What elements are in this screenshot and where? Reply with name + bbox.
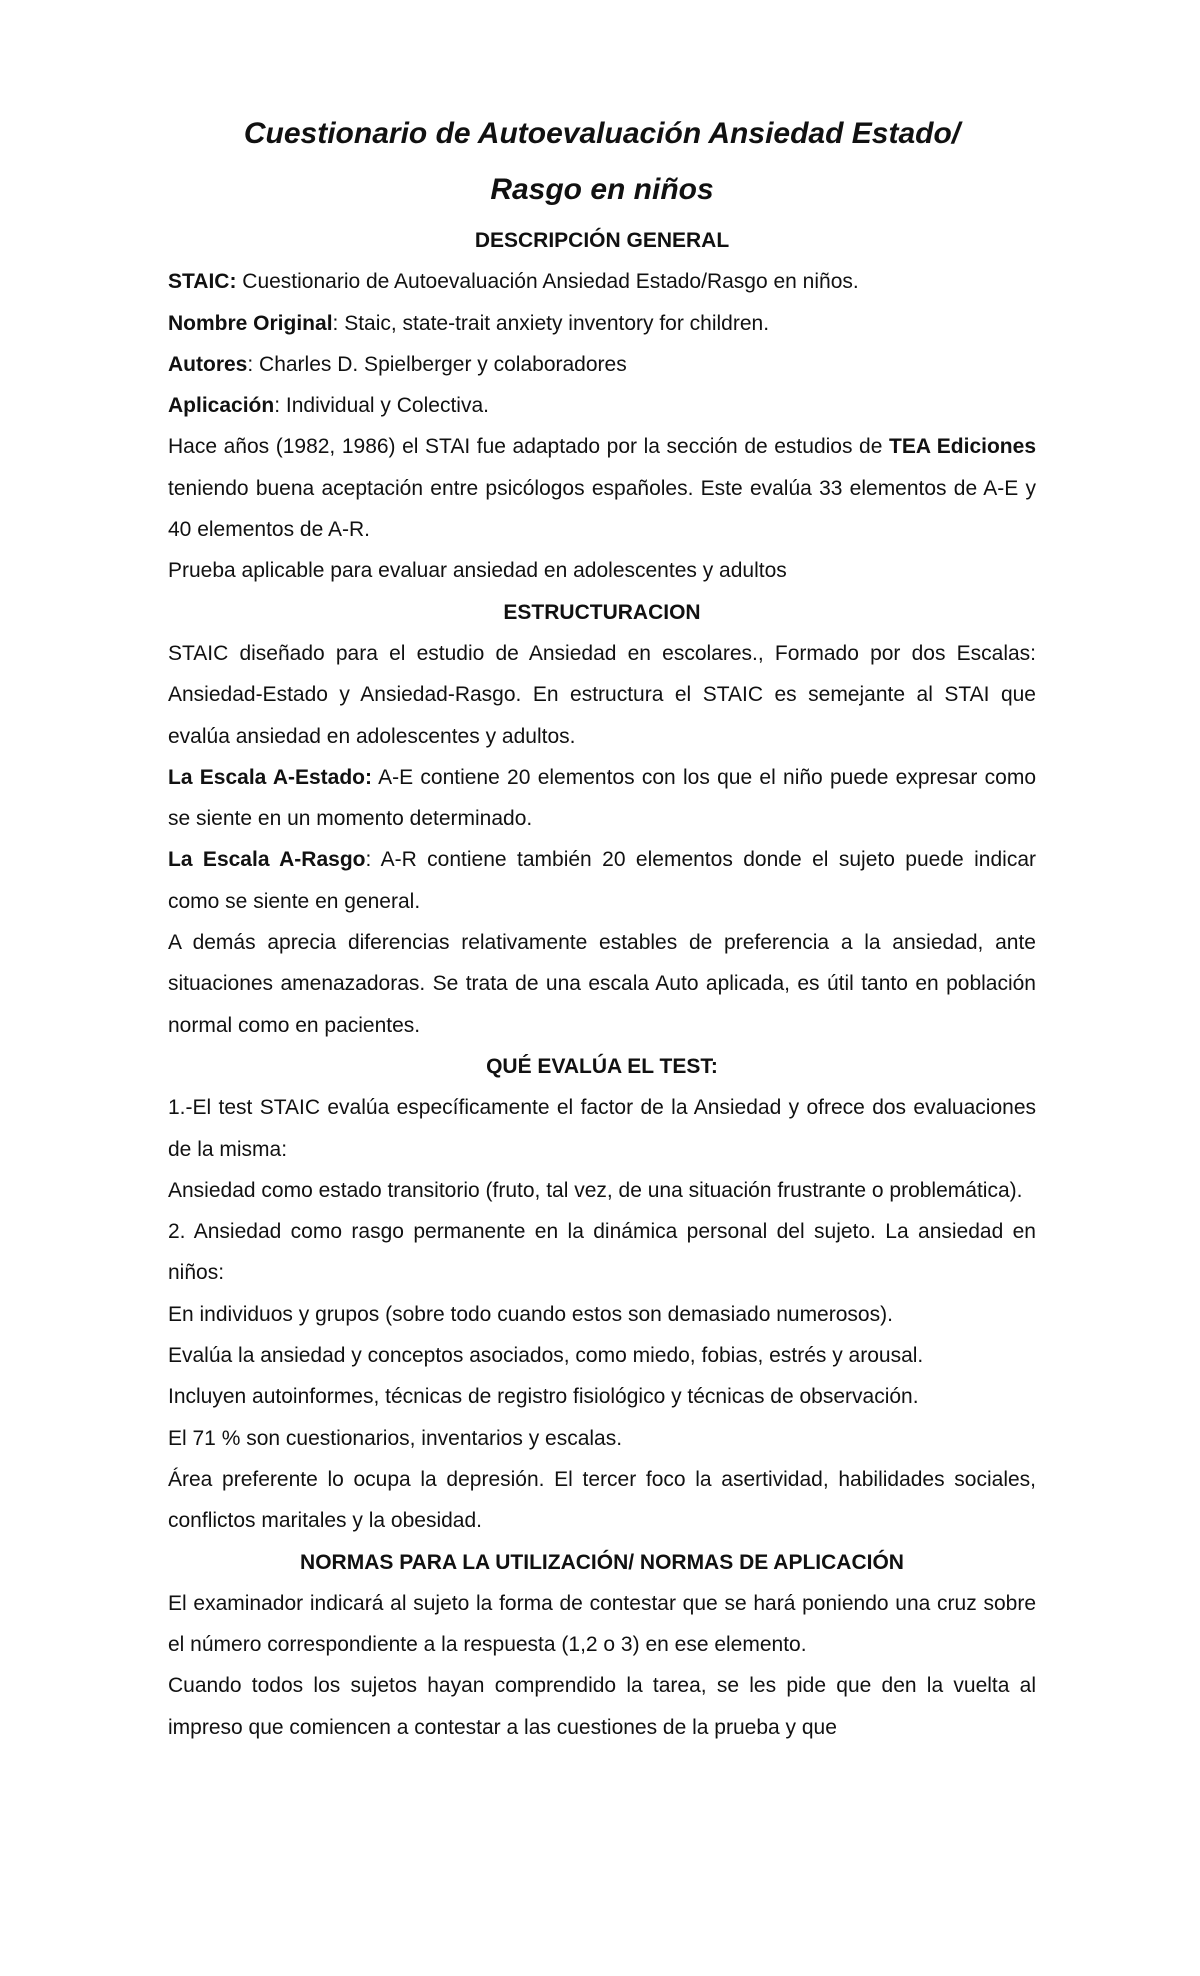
- nombre-original: [168, 303, 1036, 344]
- evalua-p5: Evalúa la ansiedad y conceptos asociados, como miedo, fobias, estrés y arousal.: [168, 1344, 924, 1368]
- evalua-p8: Área preferente lo ocupa la depresión. El tercer foco la asertividad, habilidades sociales, conflictos maritales y la obesidad.: [168, 1467, 1036, 1533]
- document-title-line-2: Rasgo en niños: [490, 173, 714, 206]
- estructuracion-intro: STAIC diseñado para el estudio de Ansiedad en escolares., Formado por dos Escalas: Ansiedad-Estado y Ansiedad-Rasgo. En estructura el STAIC es semejante al STAI que evalúa ansiedad en adolescentes y adultos.: [168, 641, 1036, 748]
- evalua-p3: 2. Ansiedad como rasgo permanente en la dinámica personal del sujeto. La ansiedad en niños:: [168, 1220, 1036, 1285]
- heading-que-evalua: QUÉ EVALÚA EL TEST:: [486, 1054, 718, 1078]
- historia-text-1: Hace años (1982, 1986) el STAI fue adaptado por la sección de estudios de: [168, 435, 889, 459]
- staic-text: Cuestionario de Autoevaluación Ansiedad Estado/Rasgo en niños.: [236, 270, 859, 294]
- estructuracion-diferencias: A demás aprecia diferencias relativamente estables de preferencia a la ansiedad, ante situaciones amenazadoras. Se trata de una escala Auto aplicada, es útil tanto en población normal como en pacientes.: [168, 931, 1036, 1037]
- escala-a-rasgo: [168, 839, 1036, 922]
- escala-a-estado-text: A-E contiene 20 elementos con los que el niño puede expresar como se siente en un momento determinado.: [168, 765, 1036, 831]
- nombre-text: : Staic, state-trait anxiety inventory for children.: [332, 311, 770, 335]
- autores: [168, 344, 1036, 385]
- escala-a-estado-label: La Escala A-Estado:: [168, 765, 372, 789]
- prueba-aplicable: Prueba aplicable para evaluar ansiedad en adolescentes y adultos: [168, 559, 787, 583]
- normas-p1: El examinador indicará al sujeto la forma de contestar que se hará poniendo una cruz sobre el número correspondiente a la respuesta (1,2 o 3) en ese elemento.: [168, 1591, 1036, 1657]
- heading-normas: NORMAS PARA LA UTILIZACIÓN/ NORMAS DE APLICACIÓN: [300, 1550, 904, 1574]
- staic-label: STAIC:: [168, 270, 237, 294]
- autores-text: : Charles D. Spielberger y colaboradores: [247, 352, 627, 376]
- escala-a-estado: [168, 757, 1036, 840]
- heading-descripcion-general: DESCRIPCIÓN GENERAL: [474, 229, 730, 252]
- evalua-p4: En individuos y grupos (sobre todo cuando estos son demasiado numerosos).: [168, 1302, 893, 1326]
- historia-adaptacion: [168, 426, 1036, 550]
- historia-text-2: teniendo buena aceptación entre psicólogos españoles. Este evalúa 33 elementos de A-E y 40 elementos de A-R.: [168, 476, 1036, 542]
- escala-a-rasgo-label: La Escala A-Rasgo: [168, 848, 366, 872]
- evalua-p2: Ansiedad como estado transitorio (fruto, tal vez, de una situación frustrante o problemática).: [168, 1178, 1023, 1202]
- evalua-p7: El 71 % son cuestionarios, inventarios y escalas.: [168, 1426, 623, 1450]
- escala-a-rasgo-text: : A-R contiene también 20 elementos donde el sujeto puede indicar como se siente en general.: [168, 848, 1036, 913]
- normas-p2: Cuando todos los sujetos hayan comprendido la tarea, se les pide que den la vuelta al impreso que comiencen a contestar a las cuestiones de la prueba y que: [168, 1674, 1036, 1739]
- document-title-line-1: Cuestionario de Autoevaluación Ansiedad Estado/: [243, 117, 961, 150]
- nombre-label: Nombre Original: [168, 311, 333, 335]
- document-page: [168, 106, 1036, 1748]
- autores-label: Autores: [168, 352, 248, 376]
- aplicacion: [168, 385, 1036, 426]
- aplicacion-text: : Individual y Colectiva.: [274, 394, 489, 418]
- evalua-p1: 1.-El test STAIC evalúa específicamente el factor de la Ansiedad y ofrece dos evaluaciones de la misma:: [168, 1096, 1036, 1161]
- aplicacion-label: Aplicación: [168, 394, 275, 418]
- heading-estructuracion: ESTRUCTURACION: [503, 600, 701, 624]
- staic-definition: [168, 261, 1036, 302]
- tea-ediciones: TEA Ediciones: [889, 435, 1036, 459]
- evalua-p6: Incluyen autoinformes, técnicas de registro fisiológico y técnicas de observación.: [168, 1385, 919, 1409]
